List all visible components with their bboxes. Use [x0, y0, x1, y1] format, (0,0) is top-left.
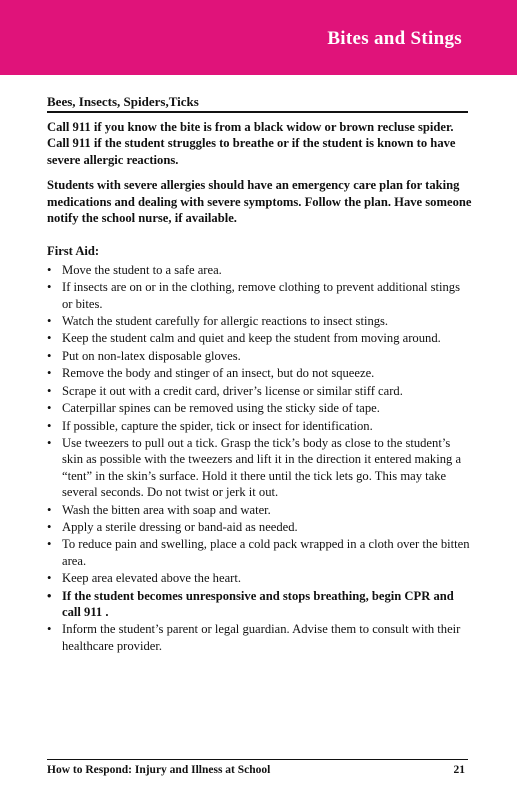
bullet-icon: • — [47, 331, 52, 346]
bullet-icon: • — [47, 401, 52, 416]
list-item — [47, 621, 472, 654]
list-item — [47, 536, 472, 569]
footer-divider — [47, 759, 468, 760]
list-item-text: If possible, capture the spider, tick or insect for identification. — [62, 418, 373, 433]
list-item — [47, 365, 472, 381]
list-item-text: Keep the student calm and quiet and keep the student from moving around. — [62, 331, 441, 346]
bullet-icon: • — [47, 571, 52, 586]
bullet-icon: • — [47, 314, 52, 329]
list-item-text: Scrape it out with a credit card, driver’s license or similar stiff card. — [62, 383, 403, 398]
list-item — [47, 570, 472, 586]
list-item-text: Remove the body and stinger of an insect, but do not squeeze. — [62, 366, 375, 381]
header-band — [0, 0, 517, 75]
bullet-icon: • — [47, 366, 52, 381]
list-item — [47, 348, 472, 364]
page-title: Bites and Stings — [327, 28, 462, 49]
list-item-text: Watch the student carefully for allergic reactions to insect stings. — [62, 314, 389, 329]
bullet-icon: • — [47, 622, 52, 637]
bullet-icon: • — [47, 537, 52, 552]
list-item-text: Caterpillar spines can be removed using the sticky side of tape. — [62, 401, 380, 416]
list-item — [47, 519, 472, 535]
list-item-text: Wash the bitten area with soap and water. — [62, 502, 271, 517]
bullet-icon: • — [47, 435, 52, 450]
list-item-cpr — [47, 588, 472, 621]
page-number: 21 — [453, 764, 465, 776]
list-item — [47, 279, 472, 312]
bullet-icon: • — [47, 280, 52, 295]
section-divider — [47, 111, 468, 113]
footer-title: How to Respond: Injury and Illness at School — [47, 764, 271, 776]
list-item — [47, 313, 472, 329]
allergy-plan-paragraph: Students with severe allergies should have an emergency care plan for taking medications and dealing with severe symptoms. Follow the plan. Have someone notify the school nurse, if available. — [47, 178, 472, 226]
call-911-paragraph: Call 911 if you know the bite is from a black widow or brown recluse spider. Call 911 if the student struggles to breathe or if the student is known to have severe allergic reactions. — [47, 120, 456, 167]
first-aid-list — [47, 262, 472, 654]
list-item — [47, 330, 472, 346]
bullet-icon: • — [47, 262, 52, 277]
list-item-text: Put on non-latex disposable gloves. — [62, 348, 241, 363]
list-item — [47, 418, 472, 434]
main-content — [47, 119, 472, 655]
list-item-text: Apply a sterile dressing or band-aid as needed. — [62, 519, 298, 534]
list-item-text: To reduce pain and swelling, place a cold pack wrapped in a cloth over the bitten area. — [62, 537, 470, 568]
list-item — [47, 262, 472, 278]
list-item — [47, 502, 472, 518]
list-item-text: If the student becomes unresponsive and stops breathing, begin CPR and call 911 . — [62, 588, 454, 619]
list-item-text: Keep area elevated above the heart. — [62, 571, 241, 586]
list-item-text: If insects are on or in the clothing, remove clothing to prevent additional stings or bites. — [62, 280, 461, 311]
list-item-text: Inform the student’s parent or legal guardian. Advise them to consult with their healthcare provider. — [62, 622, 461, 653]
bullet-icon: • — [47, 348, 52, 363]
bullet-icon: • — [47, 383, 52, 398]
list-item — [47, 435, 472, 501]
bullet-icon: • — [47, 418, 52, 433]
bullet-icon: • — [47, 502, 52, 517]
bullet-icon: • — [47, 588, 52, 603]
section-heading: Bees, Insects, Spiders,Ticks — [47, 94, 199, 109]
list-item — [47, 400, 472, 416]
list-item — [47, 383, 472, 399]
list-item-text: Use tweezers to pull out a tick. Grasp the tick’s body as close to the student’s skin as possible with the tweezers and lift it in the direction it entered making a “tent” in the skin’s surface. Hold it there until the tick lets go. This may take several seconds. Do not twist or jerk it out. — [62, 435, 462, 500]
list-item-text: Move the student to a safe area. — [62, 262, 222, 277]
first-aid-heading: First Aid: — [47, 244, 100, 259]
bullet-icon: • — [47, 519, 52, 534]
